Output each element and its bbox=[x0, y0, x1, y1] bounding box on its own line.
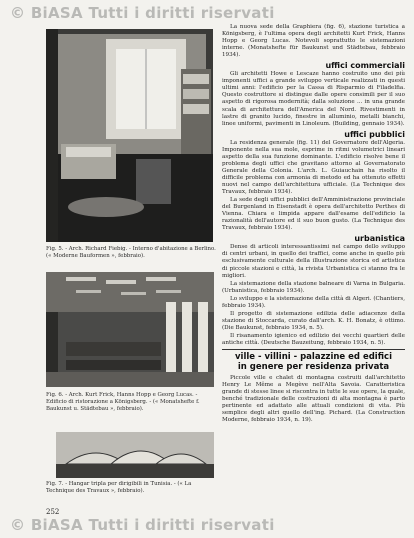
watermark-top: © BiASA Tutti i diritti riservati bbox=[10, 4, 275, 22]
paragraph-urbanistica-4: Il progetto di sistemazione edilizia delle adiacenze della stazione di Stoccarda, curato dall'arch. K. H. Bonatz, è ottimo. (Die Baukunst, febbraio 1934, n. 5). bbox=[222, 310, 405, 331]
figure-7-caption: Fig. 7. - Hangar tripla per dirigibili in Tunisia. - (« La Technique des Travaux », febbraio). bbox=[46, 481, 192, 494]
text-column bbox=[222, 24, 405, 424]
paragraph-uffici-commerciali: Gli architetti Howe e Lescaze hanno costruito uno dei più imponenti uffici a grande sviluppo verticale realizzati in questi ultimi anni: l'edificio per la Cassa di Risparmio di Filadelfia. Questo costruttore si distingue dalle opere consimili per il suo aspetto di rigorosa modernità; dalla soluzione ... in una grande scala di architettura dell'America del Nord. Rivestimenti in lastre di granito lucido, finestre in alluminio, metalli bianchi, linee uniformi, pavimenti in Linoleum. (Building, gennaio 1934). bbox=[222, 71, 405, 127]
paragraph-urbanistica-5: Il risanamento igienico ed edilizio dei vecchi quartieri delle antiche città. (Deutsche Bauzeitung, febbraio 1934, n. 5). bbox=[222, 332, 405, 346]
heading-uffici-commerciali: uffici commerciali bbox=[325, 61, 405, 71]
heading-uffici-pubblici: uffici pubblici bbox=[344, 129, 405, 139]
heading-ville-line-2: in genere per residenza privata bbox=[237, 362, 390, 373]
section-rule bbox=[222, 349, 405, 350]
interior-illustration bbox=[46, 29, 213, 242]
figure-6-caption: Fig. 6. - Arch. Kurt Frick, Hanns Hopp e Georg Lucas. - Edificio di ristorazione a Königsberg. - (« Monatshefte f. Baukunst u. Städtebau », febbraio). bbox=[46, 392, 200, 412]
heading-ville-line-1: ville - villini - palazzine ed edifici bbox=[235, 352, 392, 363]
paragraph-urbanistica-2: La sistemazione della stazione balneare di Varna in Bulgaria. (Urbanistica, febbraio 1934). bbox=[222, 280, 405, 294]
paragraph-ville: Piccole ville e chalet di montagna costruiti dall'architetto Henry Le Même a Megève nell'Alta Savoia. Caratteristica grande di stesse linee si riscontra in tutte le sue opere, la quale, benché tradizionale delle costruzioni di alta montagna è parto pertinente ed adattato alle attuali condizioni di vita. Più semplice degli altri quello dell'ing. Pichard. (La Construction Moderne, febbraio 1934, n. 19). bbox=[222, 375, 405, 424]
paragraph-uffici-pubblici-2: La sede degli uffici pubblici dell'Amministrazione provinciale del Burgenland in Eisenstadt è opera dell'architetto Perthes di Vienna. Chiara e limpida appare dall'esame dell'edificio la razionalità dell'autore ed il suo buon gusto. (La Technique des Travaux, febbraio 1934). bbox=[222, 197, 405, 232]
heading-urbanistica: urbanistica bbox=[354, 234, 405, 244]
figure-6-photo bbox=[46, 272, 214, 387]
paragraph-uffici-pubblici-1: La residenza generale (fig. 11) del Governatore dell'Algeria. Imponente nella sua mole, esprime in ritmi volumetrici lineari aspetto della sua funzione dominante. L'edificio risolve bene il problema degli uffici che gravitano attorno al Governatorato Generale della Colonia. L'arch. L. Guiauchain ha risolto il difficile problema con armonia di metodo ed ha ottenuto effetti nuovi nel campo dell'architettura ufficiale. (La Technique des Travaux, febbraio 1934). bbox=[222, 139, 405, 196]
hangar-illustration bbox=[56, 432, 214, 478]
figure-5-photo bbox=[46, 29, 213, 242]
figure-7-photo bbox=[56, 432, 214, 478]
page-number: 252 bbox=[46, 508, 60, 516]
heading-ville-villini bbox=[222, 352, 405, 372]
intro-paragraph: La nuova sede della Graphiera (fig. 6), stazione turistica a Königsberg, è l'ultima opera degli architetti Kurt Frick, Hanns Hopp e Georg Lucas. Notevoli soprattutto le sistemazioni interne. (Monatshefte für Baukunst und Städtebau, febbraio 1934). bbox=[222, 24, 405, 59]
paragraph-urbanistica-3: Lo sviluppo e la sistemazione della città di Algeri. (Chantiers, febbraio 1934). bbox=[222, 295, 405, 309]
watermark-bottom: © BiASA Tutti i diritti riservati bbox=[10, 516, 275, 534]
figure-5-caption: Fig. 5. - Arch. Richard Fiebig. - Interno d'abitazione a Berlino. (« Moderne Bauformen », febbraio). bbox=[46, 246, 216, 259]
hall-illustration bbox=[46, 272, 214, 387]
paragraph-urbanistica-1: Dense di articoli interessantissimi nel campo dello sviluppo di centri urbani, in quello dei traffici, come anche in quello più esclusivamente culturale della illustrazione storica ed artistica di piccole stazioni e città, la rivista Urbanistica ci stanno fra le migliori. bbox=[222, 244, 405, 279]
